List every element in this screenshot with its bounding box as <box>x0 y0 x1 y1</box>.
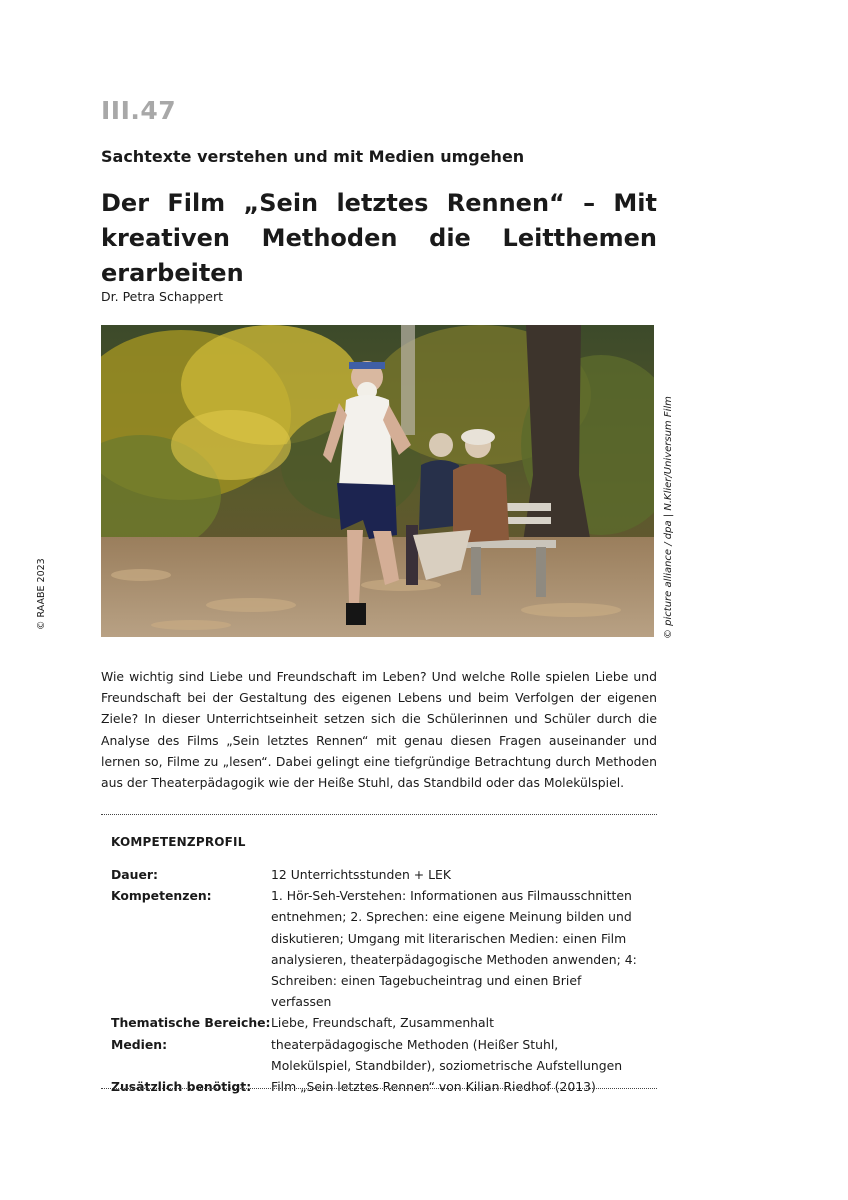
film-still-illustration <box>101 325 654 637</box>
profile-row-additional <box>111 1076 641 1097</box>
dotted-divider-top <box>101 814 657 815</box>
film-still-photo <box>101 325 654 637</box>
profile-label: Zusätzlich benötigt: <box>111 1079 252 1095</box>
unit-number: III.47 <box>101 96 177 125</box>
profile-value: Film „Sein letztes Rennen“ von Kilian Riedhof (2013) <box>271 1079 596 1095</box>
profile-value: 12 Unterrichtsstunden + LEK <box>271 867 451 882</box>
profile-value: Liebe, Freundschaft, Zusammenhalt <box>271 1015 494 1031</box>
document-title: Der Film „Sein letztes Rennen“ – Mit kreativen Methoden die Leitthemen erarbeiten <box>101 189 657 287</box>
intro-paragraph: Wie wichtig sind Liebe und Freundschaft im Leben? Und welche Rolle spielen Liebe und Freundschaft bei der Gestaltung des eigenen Lebens und beim Verfolgen der eigenen Ziele? In dieser Unterrichtseinheit setzen sich die Schülerinnen und Schüler durch die Analyse des Films „Sein letztes Rennen“ mit genau diesen Fragen auseinander und lernen so, Filme zu „lesen“. Dabei gelingt eine tiefgründige Betrachtung durch Methoden aus der Theaterpädagogik wie der Heiße Stuhl, das Standbild oder das Molekülspiel. <box>101 669 657 791</box>
profile-row-media <box>111 1034 641 1076</box>
profile-row-topics <box>111 1012 641 1033</box>
profile-label: Dauer: <box>111 867 158 882</box>
profile-row-duration <box>111 864 641 885</box>
copyright-note: © RAABE 2023 <box>36 558 47 630</box>
category-heading: Sachtexte verstehen und mit Medien umgehen <box>101 147 525 166</box>
author-name: Dr. Petra Schappert <box>101 289 224 304</box>
profile-value: theaterpädagogische Methoden (Heißer Stuhl, Molekülspiel, Standbilder), soziometrische Aufstellungen <box>271 1036 623 1073</box>
competence-profile-heading: KOMPETENZPROFIL <box>111 835 246 849</box>
dotted-divider-bottom <box>101 1088 657 1089</box>
profile-label: Medien: <box>111 1036 168 1052</box>
competence-profile-table <box>111 864 641 1097</box>
profile-label: Kompetenzen: <box>111 888 212 904</box>
profile-value: 1. Hör-Seh-Verstehen: Informationen aus Filmausschnitten entnehmen; 2. Sprechen: eine eigene Meinung bilden und diskutieren; Umgang mit literarischen Medien: einen Film analysieren, theaterpädagogische Methoden anwenden; 4: Schreiben: einen Tagebucheintrag und einen Brief verfassen <box>271 888 637 1010</box>
profile-row-competences <box>111 885 641 1012</box>
photo-credit: © picture alliance / dpa | N.Klier/Universum Film <box>663 396 674 639</box>
profile-label: Thematische Bereiche: <box>111 1015 271 1031</box>
